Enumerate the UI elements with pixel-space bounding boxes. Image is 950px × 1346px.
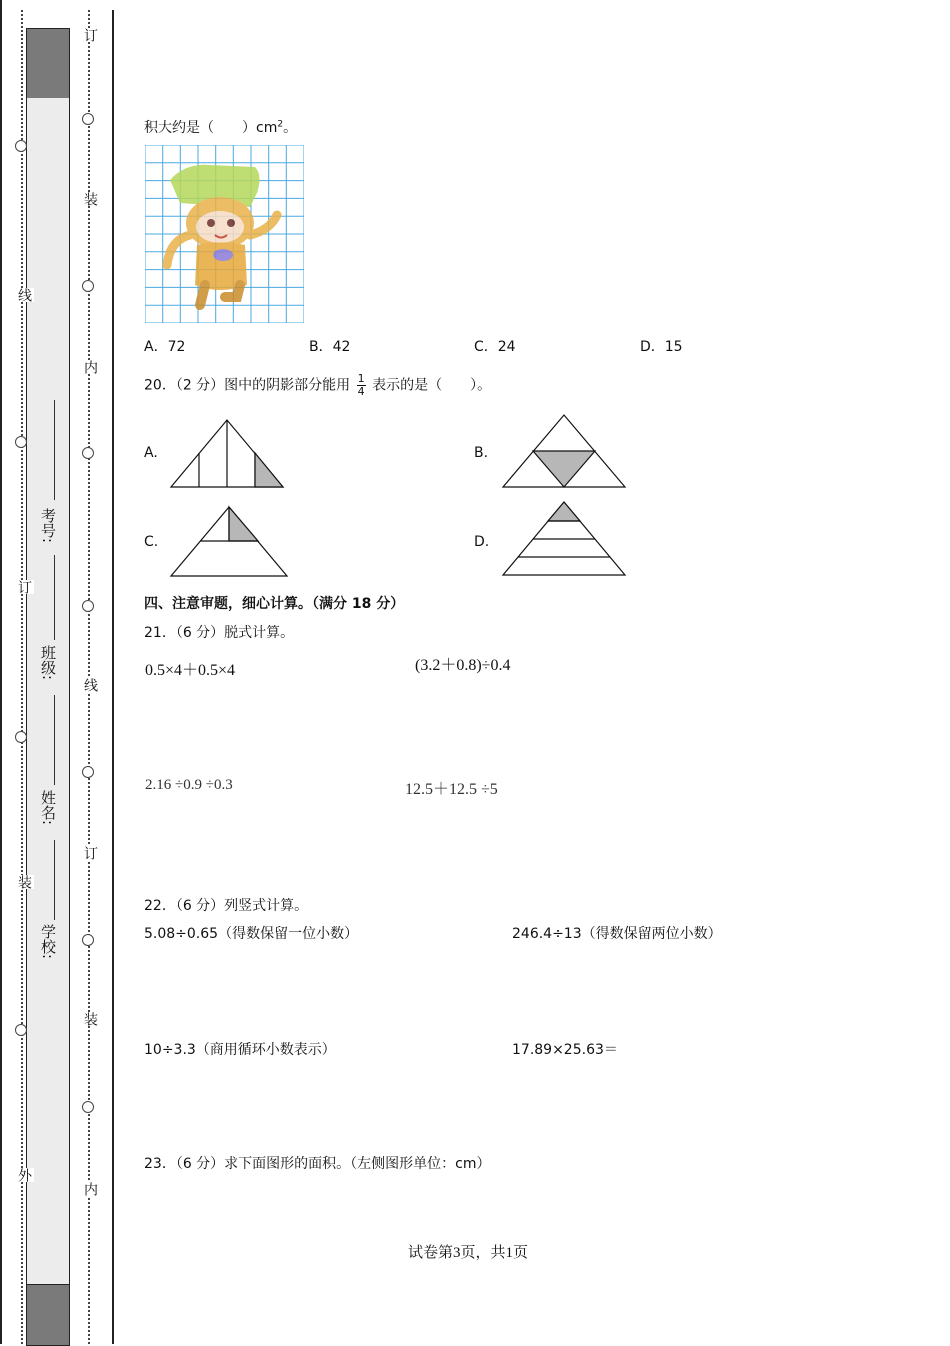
field-name-line[interactable] xyxy=(54,695,55,785)
q20-figure-c[interactable] xyxy=(168,504,290,578)
q21-item-1[interactable]: 0.5×4＋0.5×4 xyxy=(145,662,236,679)
margin-label-ding: 订 xyxy=(16,580,32,594)
mascot-grid-svg xyxy=(145,145,304,323)
q20-label-a[interactable]: A. xyxy=(144,445,158,461)
binding-hole-icon xyxy=(82,280,94,292)
q19-text: 积大约是（ ）$cm^2$。 xyxy=(144,119,298,136)
q20-label-b[interactable]: B. xyxy=(474,445,489,461)
margin-label-wai: 外 xyxy=(16,1168,32,1182)
q22-title: 22．（6 分）列竖式计算。 xyxy=(144,898,309,914)
margin-gray-top xyxy=(26,28,70,100)
binding-hole-icon xyxy=(82,600,94,612)
binding-hole-icon xyxy=(15,140,27,152)
margin-outer-line xyxy=(0,0,2,1344)
q22-item-4[interactable]: 17.89×25.63＝ xyxy=(512,1042,618,1058)
q22-item-2[interactable]: 246.4÷13（得数保留两位小数） xyxy=(512,926,722,942)
section-4-title: 四、注意审题，细心计算。（满分 18 分） xyxy=(144,596,405,612)
margin-label-zhuang: 装 xyxy=(82,1012,98,1026)
margin-light-band xyxy=(26,98,70,1284)
binding-hole-icon xyxy=(82,447,94,459)
q20-stem: 20．（2 分）图中的阴影部分能用 $\frac{1}{4}$ 表示的是（ ）。 xyxy=(144,372,492,398)
q23-title: 23．（6 分）求下面图形的面积。（左侧图形单位：cm） xyxy=(144,1156,491,1172)
margin-label-line: 线 xyxy=(16,288,32,302)
margin-label-zhuang: 装 xyxy=(16,875,32,889)
q21-item-2[interactable]: (3.2＋0.8)÷0.4 xyxy=(415,657,511,674)
binding-hole-icon xyxy=(15,731,27,743)
fraction: $\frac{1}{4}$ xyxy=(357,372,365,398)
q19-option-a[interactable]: A．72 xyxy=(144,339,186,355)
margin-label-zhuang: 装 xyxy=(82,192,98,206)
binding-hole-icon xyxy=(15,436,27,448)
field-school: 学校: xyxy=(39,924,57,960)
page-footer: 试卷第3页，共1页 xyxy=(408,1245,529,1261)
q20-figure-d[interactable] xyxy=(500,500,628,578)
q20-label-d[interactable]: D. xyxy=(474,534,490,550)
q20-label-c[interactable]: C. xyxy=(144,534,159,550)
margin-label-ding: 订 xyxy=(82,28,98,42)
margin-label-nei: 内 xyxy=(82,360,98,374)
field-exam-number: 考号: xyxy=(39,508,57,544)
binding-hole-icon xyxy=(15,1024,27,1036)
margin-gray-bottom xyxy=(26,1284,70,1346)
q20-figure-b[interactable] xyxy=(500,412,628,490)
q21-title: 21．（6 分）脱式计算。 xyxy=(144,625,295,641)
binding-hole-icon xyxy=(82,113,94,125)
q21-item-4[interactable]: 12.5＋12.5 ÷5 xyxy=(405,781,498,798)
q22-item-3[interactable]: 10÷3.3（商用循环小数表示） xyxy=(144,1042,336,1058)
q19-option-d[interactable]: D．15 xyxy=(640,339,683,355)
field-class-line[interactable] xyxy=(54,555,55,640)
margin-right-line xyxy=(112,10,114,1344)
q21-item-3[interactable]: 2.16 ÷0.9 ÷0.3 xyxy=(145,777,233,793)
margin-label-nei: 内 xyxy=(82,1182,98,1196)
field-name: 姓名: xyxy=(39,790,57,826)
q22-item-1[interactable]: 5.08÷0.65（得数保留一位小数） xyxy=(144,926,359,942)
field-class: 班级: xyxy=(39,645,57,681)
q19-option-b[interactable]: B．42 xyxy=(309,339,351,355)
q19-option-c[interactable]: C．24 xyxy=(474,339,516,355)
binding-hole-icon xyxy=(82,934,94,946)
field-school-line[interactable] xyxy=(54,840,55,920)
inner-dotted-line xyxy=(88,10,90,1344)
binding-hole-icon xyxy=(82,766,94,778)
q20-figure-a[interactable] xyxy=(168,417,286,491)
field-exam-number-line[interactable] xyxy=(54,400,55,500)
binding-hole-icon xyxy=(82,1101,94,1113)
outer-dotted-line xyxy=(21,10,23,1344)
margin-label-ding: 订 xyxy=(82,846,98,860)
margin-label-line: 线 xyxy=(82,678,98,692)
grid-figure xyxy=(145,145,304,323)
